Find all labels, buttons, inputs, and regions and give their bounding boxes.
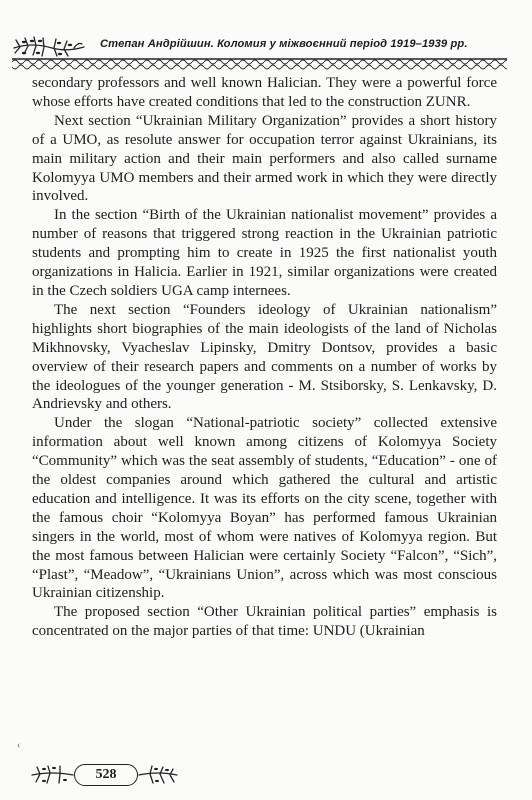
page-number: 528 xyxy=(74,764,138,786)
running-head: Степан Андрійшин. Коломия у міжвоєнний період 1919–1939 pp. xyxy=(100,38,468,50)
page-header xyxy=(12,36,522,58)
paragraph: secondary professors and well known Halician. They were a powerful force whose efforts have created conditions that led to the construction ZUNR. xyxy=(32,75,497,110)
body-text xyxy=(32,74,497,641)
margin-mark: ‹ xyxy=(17,740,21,751)
paragraph: Under the slogan “National-patriotic society” collected extensive information about well known among citizens of Kolomyya Society “Community” which was the seat assembly of students, “Education” - one of the oldest companies around which gathered the cultural and artistic education and intelligence. It was its efforts on the city scene, together with the famous choir “Kolomyya Boyan” has performed famous Ukrainian singers in the world, most of whom were natives of Kolomyya region. But the most famous between Halician were certainly Society “Falcon”, “Sich”, “Plast”, “Meadow”, “Ukrainians Union”, across which was most conscious Ukrainian citizenship. xyxy=(32,415,497,602)
floral-ornament-icon xyxy=(12,36,86,58)
paragraph: The next section “Founders ideology of Ukrainian nationalism” highlights short biographies of the main ideologists of the land of Nicholas Mikhnovsky, Vyacheslav Lipinsky, Dmitry Dontsov, provides a basic overview of their research papers and comments on a number of works by the ideologues of the younger generation - M. Stsiborsky, S. Lenkavsky, D. Andrievsky and others. xyxy=(32,301,497,413)
page-footer xyxy=(30,762,180,788)
paragraph: The proposed section “Other Ukrainian political parties” emphasis is concentrated on the major parties of that time: UNDU (Ukrainian xyxy=(32,604,497,640)
decorative-rule xyxy=(12,58,507,72)
paragraph: Next section “Ukrainian Military Organization” provides a short history of a UMO, as resolute answer for occupation terror against Ukrainians, its main military action and their main performers and also called surname Kolomyya UMO members and their armed work in which they were directly involved. xyxy=(32,112,497,205)
floral-ornament-icon xyxy=(138,764,178,786)
paragraph: In the section “Birth of the Ukrainian nationalist movement” provides a number of reasons that triggered strong reaction in the Ukrainian patriotic students and prompting him to create in 1925 the first nationalist youth organizations in Halicia. Earlier in 1921, similar organizations were created in the Czech soldiers UGA camp internees. xyxy=(32,207,497,299)
floral-ornament-icon xyxy=(30,764,74,786)
